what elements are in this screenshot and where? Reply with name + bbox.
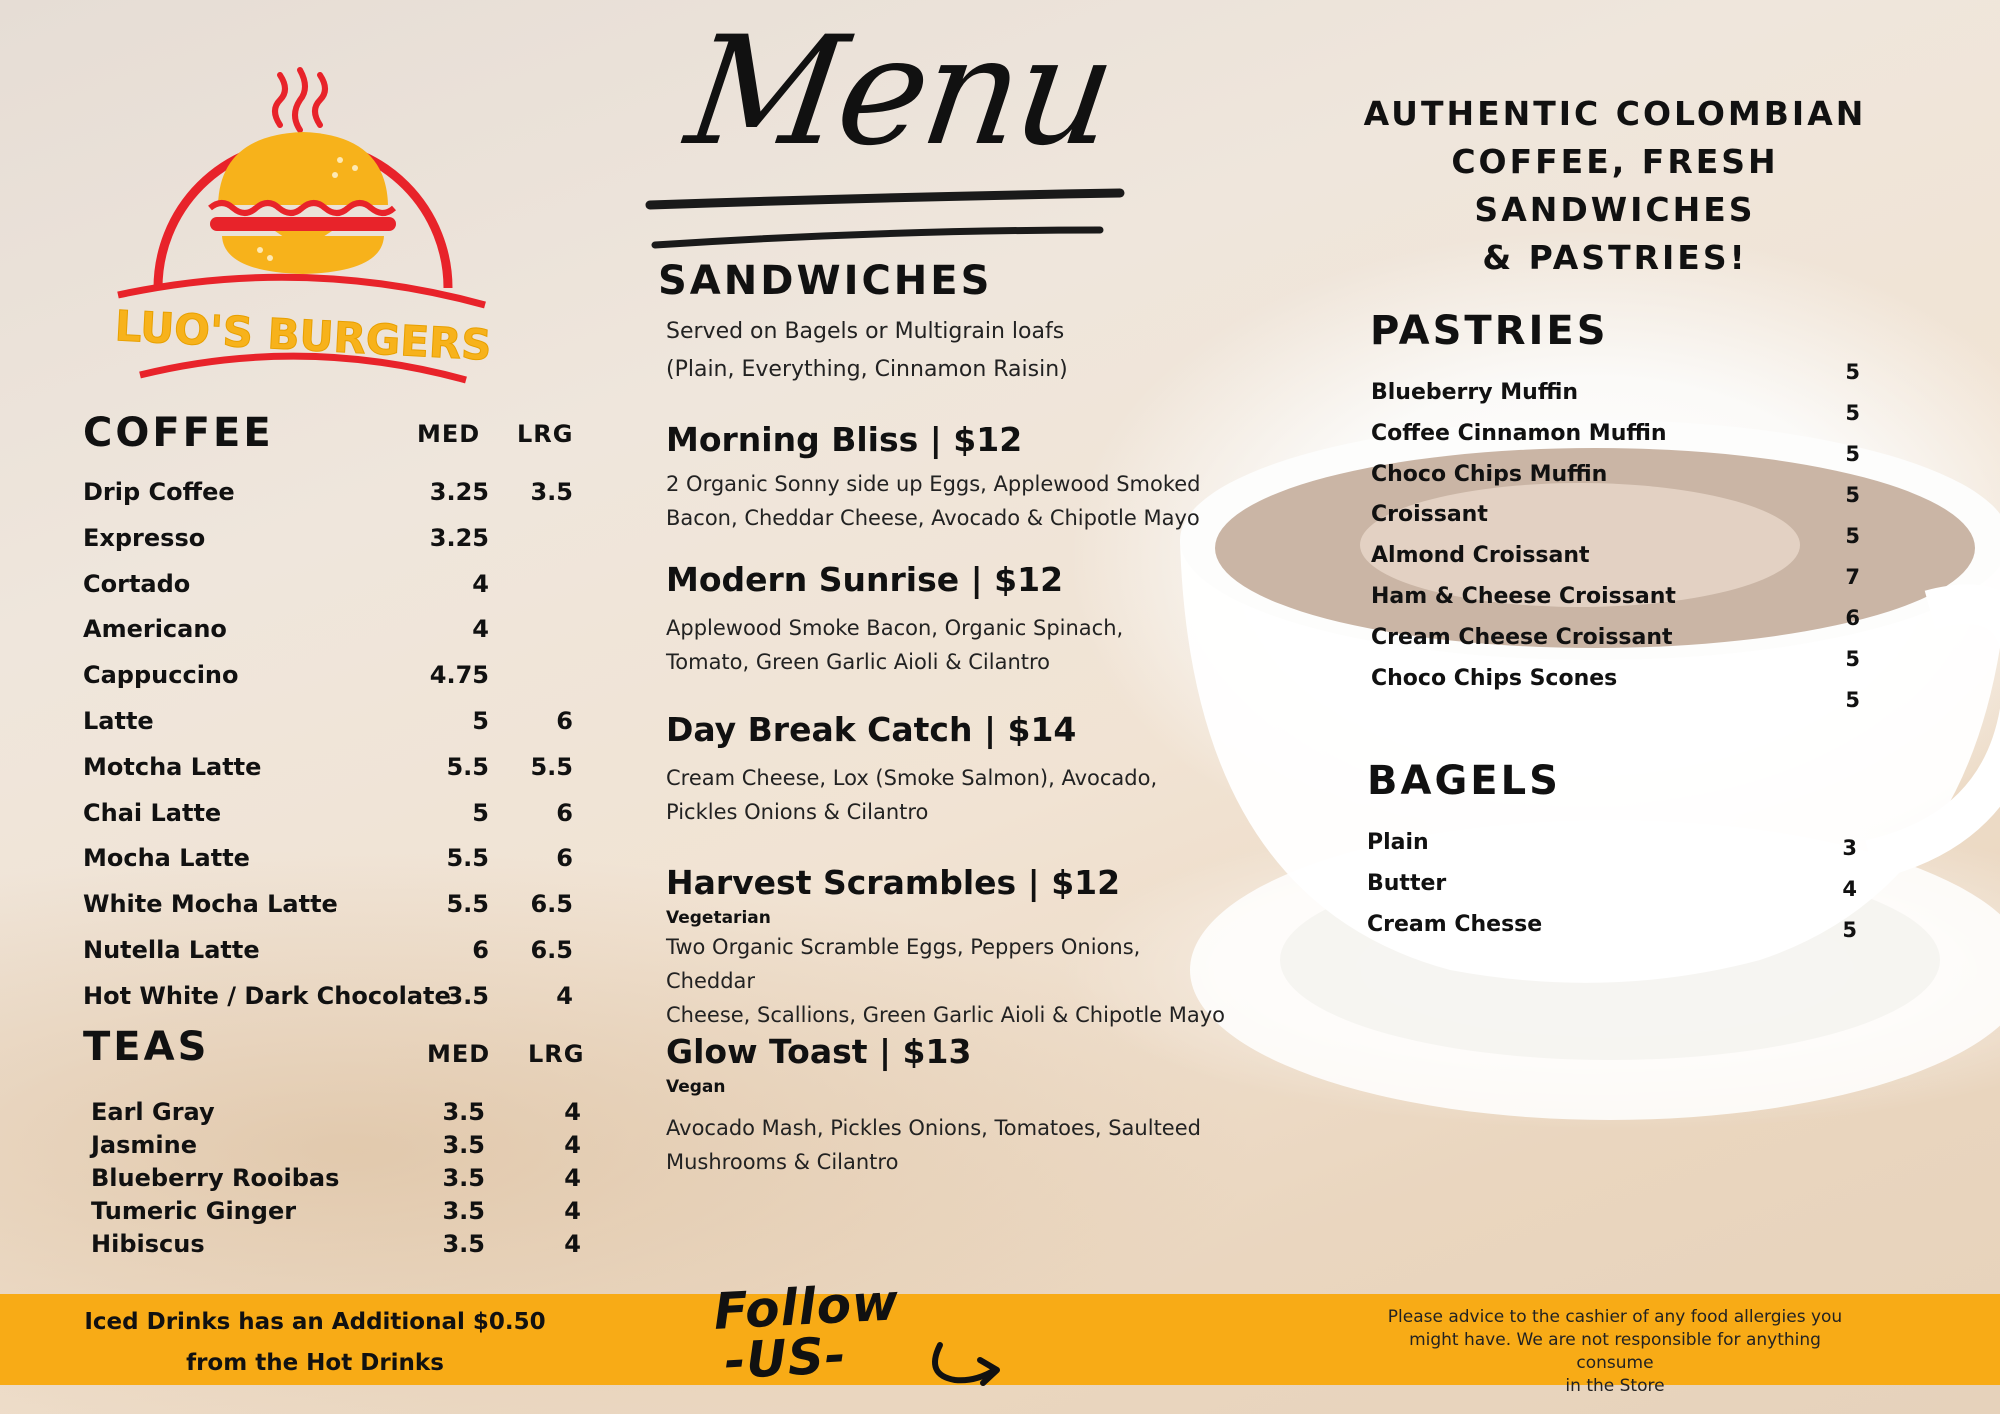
item-name: Choco Chips Scones <box>1371 665 1618 691</box>
item-name: Almond Croissant <box>1371 543 1590 569</box>
item-name: Blueberry Rooibas <box>91 1164 340 1192</box>
follow-us <box>712 1273 903 1391</box>
pastry-price: 5 <box>1845 688 1860 712</box>
pastry-item <box>1371 462 1851 502</box>
item-name: Latte <box>83 707 154 735</box>
spacer <box>666 749 1266 761</box>
item-name: Earl Gray <box>91 1098 215 1126</box>
price-lrg: 5.5 <box>530 752 573 781</box>
sandwich-title: Morning Bliss | $12 <box>666 420 1023 459</box>
description-line: Bacon, Cheddar Cheese, Avocado & Chipotle Mayo <box>666 506 1200 530</box>
price-med: 5.5 <box>446 752 489 781</box>
menu-row <box>91 1131 581 1165</box>
item-name: Mocha Latte <box>83 844 250 873</box>
sandwich-item <box>666 710 1266 829</box>
description-line: Applewood Smoke Bacon, Organic Spinach, <box>666 616 1124 640</box>
brand-name: LUO'S BURGERS <box>113 301 493 370</box>
pastry-price: 5 <box>1845 401 1860 425</box>
burger-icon <box>210 132 396 274</box>
pastry-item <box>1371 502 1851 542</box>
item-name: Cappuccino <box>83 661 239 690</box>
tagline-line: COFFEE, FRESH SANDWICHES <box>1451 142 1779 229</box>
item-name: Tumeric Ginger <box>91 1197 297 1225</box>
price-lrg: 6.5 <box>530 890 573 919</box>
item-name: Expresso <box>83 523 206 552</box>
item-name: Cortado <box>83 569 191 598</box>
luos-burgers-logo <box>110 50 500 390</box>
sandwich-item <box>666 863 1266 1032</box>
price-med: 4 <box>472 615 489 644</box>
menu-row <box>91 1164 581 1198</box>
item-name: Coffee Cinnamon Muffin <box>1371 420 1667 446</box>
tagline-line: & PASTRIES! <box>1482 238 1748 277</box>
allergy-line: might have. We are not responsible for anything consume <box>1409 1330 1821 1373</box>
description-line: Avocado Mash, Pickles Onions, Tomatoes, Saulteed <box>666 1116 1201 1140</box>
teas-lrg-header: LRG <box>528 1040 585 1068</box>
sandwich-title: Glow Toast | $13 <box>666 1032 972 1071</box>
price-med: 4 <box>472 569 489 598</box>
menu-heading: Menu <box>677 5 1122 179</box>
coffee-title: COFFEE <box>83 410 274 456</box>
item-name: Americano <box>83 615 227 644</box>
subtitle-line: Served on Bagels or Multigrain loafs <box>666 319 1065 344</box>
menu-row <box>83 844 573 884</box>
allergy-line: in the Store <box>1565 1376 1665 1396</box>
pastry-item <box>1371 543 1851 583</box>
sandwich-item <box>666 1032 1266 1179</box>
item-price: 5 <box>1842 918 1857 942</box>
sandwich-description <box>666 467 1226 535</box>
price-lrg: 3.5 <box>530 478 573 506</box>
menu-row <box>91 1098 581 1132</box>
menu-row <box>83 524 573 564</box>
item-name: Butter <box>1367 871 1447 896</box>
bagels-title: BAGELS <box>1367 758 1561 804</box>
sandwich-item <box>666 420 1266 535</box>
pastry-price: 6 <box>1845 606 1860 630</box>
price-med: 6 <box>472 936 489 964</box>
spacer <box>666 459 1266 467</box>
pastry-price: 5 <box>1845 524 1860 548</box>
sandwich-description <box>666 761 1226 829</box>
sandwich-description <box>666 611 1226 679</box>
sandwich-list <box>666 420 1266 1200</box>
item-name: Cream Cheese Croissant <box>1371 624 1673 650</box>
sandwich-title: Modern Sunrise | $12 <box>666 560 1064 599</box>
menu-underline <box>645 185 1125 255</box>
price-lrg: 4 <box>564 1164 581 1192</box>
tagline <box>1330 90 1900 282</box>
price-med: 5.5 <box>446 844 489 873</box>
price-lrg: 4 <box>556 981 573 1010</box>
bagel-item <box>1367 830 1857 870</box>
pastry-price: 5 <box>1845 647 1860 671</box>
price-lrg: 4 <box>564 1230 581 1258</box>
price-med: 3.5 <box>442 1131 485 1159</box>
price-med: 3.25 <box>429 523 489 552</box>
bagel-list <box>1367 830 1857 970</box>
menu-row <box>83 707 573 747</box>
price-med: 3.5 <box>442 1230 485 1258</box>
diet-tag: Vegetarian <box>666 908 771 928</box>
bagel-item <box>1367 871 1857 911</box>
menu-row <box>83 478 573 518</box>
price-lrg: 6 <box>556 798 573 827</box>
teas-list <box>91 1098 581 1278</box>
menu-row <box>83 982 573 1022</box>
pastry-item <box>1371 666 1851 706</box>
sandwiches-title: SANDWICHES <box>658 258 993 304</box>
coffee-med-header: MED <box>417 420 481 448</box>
item-price: 4 <box>1842 877 1857 901</box>
allergy-line: Please advice to the cashier of any food allergies you <box>1387 1307 1843 1327</box>
price-lrg: 4 <box>564 1098 581 1126</box>
item-name: Motcha Latte <box>83 752 262 781</box>
diet-tag: Vegan <box>666 1077 726 1097</box>
follow-line: -US- <box>722 1326 848 1391</box>
price-med: 3.5 <box>446 981 489 1010</box>
description-line: Tomato, Green Garlic Aioli & Cilantro <box>666 650 1051 674</box>
iced-drinks-note <box>60 1302 570 1384</box>
follow-line: Follow <box>712 1273 901 1341</box>
pastry-item <box>1371 584 1851 624</box>
menu-row <box>83 936 573 976</box>
price-med: 3.25 <box>429 478 489 506</box>
price-lrg: 6 <box>556 707 573 735</box>
allergy-notice <box>1370 1306 1860 1398</box>
item-name: Jasmine <box>91 1131 198 1159</box>
bagel-item <box>1367 912 1857 952</box>
pastry-price: 5 <box>1845 483 1860 507</box>
price-med: 5.5 <box>446 890 489 919</box>
price-med: 5 <box>472 798 489 827</box>
teas-title: TEAS <box>83 1024 210 1070</box>
subtitle-line: (Plain, Everything, Cinnamon Raisin) <box>666 357 1068 382</box>
menu-row <box>83 615 573 655</box>
price-med: 4.75 <box>429 661 489 690</box>
item-name: Chai Latte <box>83 798 222 827</box>
price-lrg: 6 <box>556 844 573 873</box>
item-name: Blueberry Muffin <box>1371 380 1579 405</box>
item-name: Drip Coffee <box>83 478 235 506</box>
description-line: Cream Cheese, Lox (Smoke Salmon), Avocado, <box>666 766 1158 790</box>
item-name: White Mocha Latte <box>83 890 338 919</box>
price-med: 3.5 <box>442 1197 485 1225</box>
pastry-price: 7 <box>1845 565 1860 589</box>
item-name: Hibiscus <box>91 1230 205 1258</box>
menu-row <box>91 1230 581 1264</box>
menu-row <box>83 661 573 701</box>
item-price: 3 <box>1842 836 1857 860</box>
price-lrg: 6.5 <box>530 936 573 964</box>
price-lrg: 4 <box>564 1131 581 1159</box>
menu-row <box>83 570 573 610</box>
spacer <box>666 599 1266 611</box>
pastry-item <box>1371 625 1851 665</box>
tagline-line: AUTHENTIC COLOMBIAN <box>1363 94 1867 133</box>
price-med: 5 <box>472 707 489 735</box>
item-name: Croissant <box>1371 502 1488 528</box>
item-name: Hot White / Dark Chocolate <box>83 981 451 1010</box>
arrow-icon <box>925 1335 1005 1390</box>
pastries-title: PASTRIES <box>1370 308 1609 354</box>
menu-row <box>83 753 573 793</box>
teas-med-header: MED <box>427 1040 491 1068</box>
coffee-list <box>83 478 573 1038</box>
pastry-price: 5 <box>1845 442 1860 466</box>
price-med: 3.5 <box>442 1098 485 1126</box>
coffee-lrg-header: LRG <box>517 420 574 448</box>
pastry-price-column <box>1820 360 1860 729</box>
pastry-item <box>1371 380 1851 420</box>
steam-icon <box>275 70 325 130</box>
description-line: Cheese, Scallions, Green Garlic Aioli & Chipotle Mayo <box>666 1003 1226 1027</box>
description-line: Pickles Onions & Cilantro <box>666 800 929 824</box>
menu-row <box>91 1197 581 1231</box>
price-lrg: 4 <box>564 1197 581 1225</box>
pastry-price: 5 <box>1845 360 1860 384</box>
item-name: Nutella Latte <box>83 936 260 964</box>
sandwich-description <box>666 1111 1226 1179</box>
pastry-list <box>1371 380 1821 710</box>
iced-note-line: Iced Drinks has an Additional $0.50 <box>84 1309 546 1335</box>
menu-row <box>83 890 573 930</box>
sandwich-title: Harvest Scrambles | $12 <box>666 863 1121 902</box>
item-name: Ham & Cheese Croissant <box>1371 584 1676 609</box>
sandwich-item <box>666 560 1266 679</box>
item-name: Choco Chips Muffin <box>1371 461 1608 487</box>
menu-row <box>83 799 573 839</box>
description-line: Mushrooms & Cilantro <box>666 1150 899 1174</box>
item-name: Cream Chesse <box>1367 912 1543 937</box>
item-name: Plain <box>1367 830 1429 855</box>
pastry-item <box>1371 421 1851 461</box>
sandwich-description <box>666 930 1226 1032</box>
sandwich-title: Day Break Catch | $14 <box>666 710 1077 749</box>
description-line: Two Organic Scramble Eggs, Peppers Onions, Cheddar <box>666 935 1141 993</box>
description-line: 2 Organic Sonny side up Eggs, Applewood Smoked <box>666 472 1201 496</box>
price-med: 3.5 <box>442 1164 485 1192</box>
iced-note-line: from the Hot Drinks <box>186 1350 444 1376</box>
sandwiches-subtitle <box>666 313 1068 389</box>
